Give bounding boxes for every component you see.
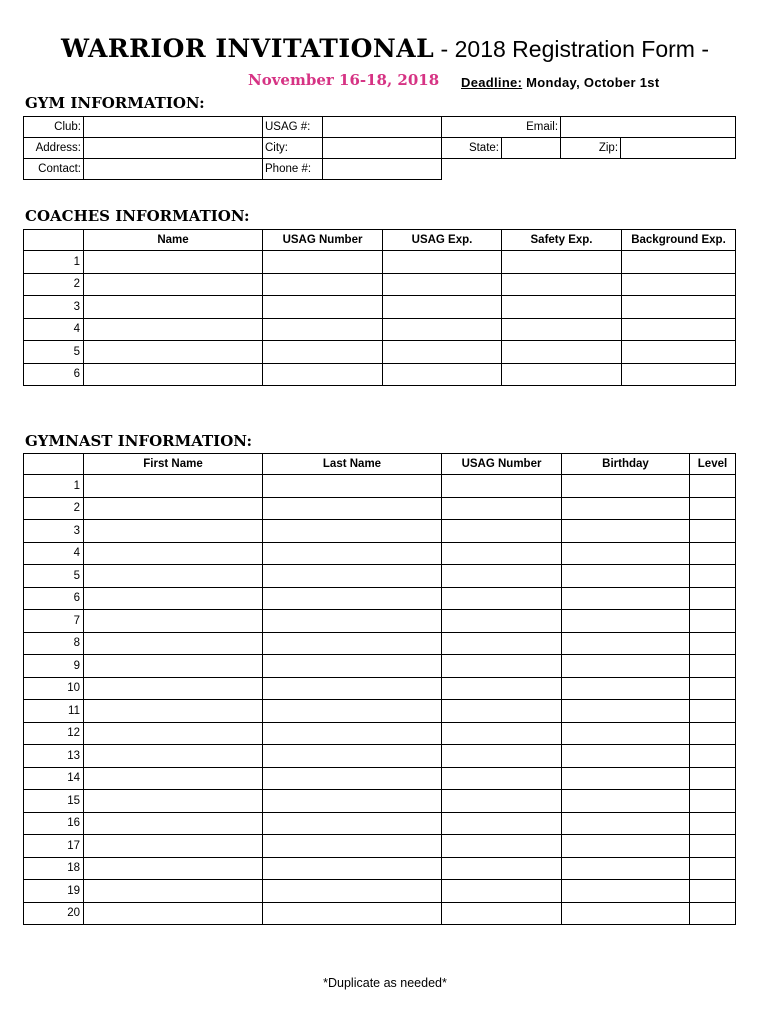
coach-entry-cell[interactable] (263, 318, 383, 341)
gymnast-entry-cell[interactable] (442, 902, 562, 925)
gymnast-entry-cell[interactable] (442, 475, 562, 498)
gymnast-entry-cell[interactable] (690, 610, 736, 633)
gymnast-row (24, 812, 736, 835)
empty-cell (442, 159, 736, 180)
row-number: 19 (24, 880, 84, 903)
gymnast-entry-cell[interactable] (263, 475, 442, 498)
gymnast-row (24, 587, 736, 610)
gymnast-entry-cell[interactable] (263, 812, 442, 835)
row-number: 6 (24, 587, 84, 610)
form-subtitle: - 2018 Registration Form - (434, 36, 709, 62)
gymnast-entry-cell[interactable] (84, 722, 263, 745)
coach-entry-cell[interactable] (502, 363, 622, 386)
gymnast-entry-cell[interactable] (442, 857, 562, 880)
gymnast-entry-cell[interactable] (442, 520, 562, 543)
coach-row (24, 341, 736, 364)
gymnast-column-header: First Name (84, 454, 263, 475)
gymnast-entry-cell[interactable] (263, 902, 442, 925)
gymnast-entry-cell[interactable] (442, 587, 562, 610)
gymnast-entry-cell[interactable] (442, 790, 562, 813)
coach-row (24, 251, 736, 274)
gymnast-entry-cell[interactable] (263, 542, 442, 565)
gymnast-entry-cell[interactable] (84, 857, 263, 880)
coaches-section-heading: COACHES INFORMATION: (25, 207, 250, 225)
gymnast-entry-cell[interactable] (84, 542, 263, 565)
gymnast-entry-cell[interactable] (263, 587, 442, 610)
gymnast-entry-cell[interactable] (562, 475, 690, 498)
gymnast-row (24, 835, 736, 858)
gymnast-column-header: Birthday (562, 454, 690, 475)
row-number: 12 (24, 722, 84, 745)
coaches-table (23, 229, 736, 386)
gymnast-entry-cell[interactable] (442, 745, 562, 768)
gymnast-entry-cell[interactable] (562, 835, 690, 858)
coach-entry-cell[interactable] (622, 296, 736, 319)
gymnast-entry-cell[interactable] (690, 632, 736, 655)
gymnast-entry-cell[interactable] (690, 722, 736, 745)
gymnast-entry-cell[interactable] (562, 880, 690, 903)
gymnast-entry-cell[interactable] (442, 632, 562, 655)
gymnast-row (24, 677, 736, 700)
gymnast-row (24, 767, 736, 790)
coach-entry-cell[interactable] (502, 318, 622, 341)
coach-column-header: Safety Exp. (502, 230, 622, 251)
gymnast-entry-cell[interactable] (84, 632, 263, 655)
row-number: 4 (24, 318, 84, 341)
coach-entry-cell[interactable] (84, 341, 263, 364)
address-label: Address: (24, 138, 84, 159)
contact-label: Contact: (24, 159, 84, 180)
coach-entry-cell[interactable] (263, 341, 383, 364)
gymnast-row (24, 857, 736, 880)
coach-entry-cell[interactable] (84, 363, 263, 386)
gymnast-entry-cell[interactable] (84, 587, 263, 610)
gymnast-entry-cell[interactable] (84, 497, 263, 520)
gym-info-table (23, 116, 736, 180)
gymnast-entry-cell[interactable] (690, 475, 736, 498)
row-number: 2 (24, 497, 84, 520)
coach-entry-cell[interactable] (622, 273, 736, 296)
gymnast-column-header: USAG Number (442, 454, 562, 475)
gymnast-entry-cell[interactable] (84, 745, 263, 768)
gymnast-entry-cell[interactable] (690, 812, 736, 835)
coach-column-header: USAG Number (263, 230, 383, 251)
gymnast-entry-cell[interactable] (690, 835, 736, 858)
gymnast-row (24, 497, 736, 520)
gymnasts-section-heading: GYMNAST INFORMATION: (25, 432, 252, 450)
coach-entry-cell[interactable] (622, 341, 736, 364)
gymnast-entry-cell[interactable] (84, 835, 263, 858)
usag-field[interactable] (323, 117, 442, 138)
gymnast-row (24, 565, 736, 588)
coach-entry-cell[interactable] (84, 296, 263, 319)
coach-entry-cell[interactable] (622, 363, 736, 386)
gymnast-entry-cell[interactable] (562, 520, 690, 543)
gymnast-entry-cell[interactable] (690, 880, 736, 903)
gymnasts-table (23, 453, 736, 925)
state-label: State: (442, 138, 502, 159)
gymnast-entry-cell[interactable] (263, 677, 442, 700)
gymnast-entry-cell[interactable] (263, 880, 442, 903)
corner-cell (24, 230, 84, 251)
gymnast-entry-cell[interactable] (562, 745, 690, 768)
gymnast-entry-cell[interactable] (562, 677, 690, 700)
row-number: 9 (24, 655, 84, 678)
gymnast-row (24, 790, 736, 813)
coach-entry-cell[interactable] (383, 273, 502, 296)
gymnast-entry-cell[interactable] (263, 655, 442, 678)
gymnast-entry-cell[interactable] (562, 565, 690, 588)
coach-entry-cell[interactable] (383, 296, 502, 319)
gymnast-entry-cell[interactable] (690, 587, 736, 610)
deadline-label: Deadline: (461, 75, 523, 90)
gymnast-row (24, 722, 736, 745)
row-number: 11 (24, 700, 84, 723)
gymnast-entry-cell[interactable] (442, 542, 562, 565)
row-number: 2 (24, 273, 84, 296)
row-number: 3 (24, 296, 84, 319)
zip-field[interactable] (621, 138, 736, 159)
gymnast-entry-cell[interactable] (562, 857, 690, 880)
gymnast-entry-cell[interactable] (84, 767, 263, 790)
gymnast-entry-cell[interactable] (562, 655, 690, 678)
gymnast-column-header: Last Name (263, 454, 442, 475)
gymnast-entry-cell[interactable] (263, 857, 442, 880)
gymnast-entry-cell[interactable] (84, 677, 263, 700)
gymnast-entry-cell[interactable] (442, 767, 562, 790)
gymnast-entry-cell[interactable] (562, 497, 690, 520)
gymnast-entry-cell[interactable] (84, 700, 263, 723)
coach-entry-cell[interactable] (263, 363, 383, 386)
coach-entry-cell[interactable] (84, 251, 263, 274)
coach-entry-cell[interactable] (383, 318, 502, 341)
row-number: 16 (24, 812, 84, 835)
coach-entry-cell[interactable] (502, 273, 622, 296)
row-number: 5 (24, 341, 84, 364)
gymnast-entry-cell[interactable] (442, 835, 562, 858)
gymnast-entry-cell[interactable] (562, 700, 690, 723)
row-number: 17 (24, 835, 84, 858)
phone-field[interactable] (323, 159, 442, 180)
row-number: 1 (24, 475, 84, 498)
email-field[interactable] (561, 117, 736, 138)
state-field[interactable] (502, 138, 561, 159)
usag-label: USAG #: (263, 117, 323, 138)
email-label: Email: (442, 117, 561, 138)
gymnast-entry-cell[interactable] (84, 565, 263, 588)
gymnast-entry-cell[interactable] (84, 790, 263, 813)
corner-cell (24, 454, 84, 475)
gymnast-row (24, 700, 736, 723)
gymnast-entry-cell[interactable] (442, 722, 562, 745)
gymnast-entry-cell[interactable] (442, 812, 562, 835)
gymnast-entry-cell[interactable] (690, 767, 736, 790)
gymnast-entry-cell[interactable] (442, 655, 562, 678)
form-title (0, 34, 770, 63)
coach-entry-cell[interactable] (263, 273, 383, 296)
gymnast-entry-cell[interactable] (690, 520, 736, 543)
gymnast-entry-cell[interactable] (263, 790, 442, 813)
gymnast-entry-cell[interactable] (690, 565, 736, 588)
gymnast-entry-cell[interactable] (263, 497, 442, 520)
coach-entry-cell[interactable] (622, 251, 736, 274)
coach-row (24, 296, 736, 319)
coach-entry-cell[interactable] (84, 318, 263, 341)
gymnast-entry-cell[interactable] (263, 835, 442, 858)
coach-entry-cell[interactable] (263, 251, 383, 274)
gymnast-row (24, 632, 736, 655)
gymnast-entry-cell[interactable] (690, 677, 736, 700)
gymnast-entry-cell[interactable] (562, 812, 690, 835)
coach-row (24, 273, 736, 296)
gymnast-row (24, 475, 736, 498)
gymnast-row (24, 880, 736, 903)
contact-field[interactable] (84, 159, 263, 180)
event-dates: November 16-18, 2018 (248, 71, 440, 89)
zip-label: Zip: (561, 138, 621, 159)
deadline-value: Monday, October 1st (522, 75, 660, 90)
coach-column-header: USAG Exp. (383, 230, 502, 251)
gymnast-entry-cell[interactable] (562, 767, 690, 790)
deadline (461, 75, 659, 90)
gymnast-entry-cell[interactable] (690, 857, 736, 880)
gymnast-entry-cell[interactable] (84, 475, 263, 498)
gymnast-row (24, 745, 736, 768)
row-number: 7 (24, 610, 84, 633)
gymnast-entry-cell[interactable] (562, 632, 690, 655)
gymnast-entry-cell[interactable] (690, 745, 736, 768)
gymnast-entry-cell[interactable] (263, 700, 442, 723)
gymnast-entry-cell[interactable] (442, 497, 562, 520)
coach-row (24, 363, 736, 386)
gymnast-entry-cell[interactable] (84, 610, 263, 633)
gymnast-entry-cell[interactable] (442, 700, 562, 723)
gymnast-entry-cell[interactable] (690, 655, 736, 678)
coach-column-header: Name (84, 230, 263, 251)
gymnast-entry-cell[interactable] (690, 902, 736, 925)
gymnast-row (24, 655, 736, 678)
row-number: 13 (24, 745, 84, 768)
gymnast-entry-cell[interactable] (690, 542, 736, 565)
coach-row (24, 318, 736, 341)
club-label: Club: (24, 117, 84, 138)
gymnast-entry-cell[interactable] (442, 880, 562, 903)
gymnast-row (24, 542, 736, 565)
coach-entry-cell[interactable] (383, 363, 502, 386)
row-number: 14 (24, 767, 84, 790)
row-number: 20 (24, 902, 84, 925)
gymnast-column-header: Level (690, 454, 736, 475)
row-number: 5 (24, 565, 84, 588)
gym-section-heading: GYM INFORMATION: (25, 94, 205, 112)
gymnast-entry-cell[interactable] (84, 655, 263, 678)
row-number: 10 (24, 677, 84, 700)
coach-entry-cell[interactable] (622, 318, 736, 341)
row-number: 15 (24, 790, 84, 813)
row-number: 18 (24, 857, 84, 880)
gymnast-entry-cell[interactable] (562, 902, 690, 925)
coach-entry-cell[interactable] (84, 273, 263, 296)
address-field[interactable] (84, 138, 263, 159)
gymnast-entry-cell[interactable] (263, 610, 442, 633)
gymnast-entry-cell[interactable] (442, 610, 562, 633)
gymnast-entry-cell[interactable] (84, 812, 263, 835)
gymnast-entry-cell[interactable] (263, 722, 442, 745)
phone-label: Phone #: (263, 159, 323, 180)
gymnast-entry-cell[interactable] (562, 790, 690, 813)
coach-entry-cell[interactable] (383, 341, 502, 364)
coach-entry-cell[interactable] (502, 296, 622, 319)
gymnast-entry-cell[interactable] (562, 587, 690, 610)
gymnast-entry-cell[interactable] (263, 565, 442, 588)
gymnast-row (24, 610, 736, 633)
gymnast-entry-cell[interactable] (263, 745, 442, 768)
coach-entry-cell[interactable] (502, 251, 622, 274)
gymnast-entry-cell[interactable] (562, 542, 690, 565)
coach-entry-cell[interactable] (502, 341, 622, 364)
gymnast-entry-cell[interactable] (562, 610, 690, 633)
gymnast-entry-cell[interactable] (690, 497, 736, 520)
gymnast-entry-cell[interactable] (562, 722, 690, 745)
row-number: 4 (24, 542, 84, 565)
row-number: 3 (24, 520, 84, 543)
gymnast-entry-cell[interactable] (442, 565, 562, 588)
gymnast-entry-cell[interactable] (442, 677, 562, 700)
city-label: City: (263, 138, 323, 159)
coach-column-header: Background Exp. (622, 230, 736, 251)
row-number: 8 (24, 632, 84, 655)
footer-note: *Duplicate as needed* (323, 976, 447, 990)
row-number: 1 (24, 251, 84, 274)
gymnast-entry-cell[interactable] (263, 767, 442, 790)
coach-entry-cell[interactable] (263, 296, 383, 319)
event-name: WARRIOR INVITATIONAL (60, 34, 435, 63)
gymnast-entry-cell[interactable] (84, 902, 263, 925)
gymnast-entry-cell[interactable] (690, 790, 736, 813)
club-field[interactable] (84, 117, 263, 138)
gymnast-entry-cell[interactable] (263, 520, 442, 543)
gymnast-row (24, 520, 736, 543)
coach-entry-cell[interactable] (383, 251, 502, 274)
gymnast-entry-cell[interactable] (84, 880, 263, 903)
gymnast-entry-cell[interactable] (690, 700, 736, 723)
gymnast-row (24, 902, 736, 925)
city-field[interactable] (323, 138, 442, 159)
gymnast-entry-cell[interactable] (263, 632, 442, 655)
gymnast-entry-cell[interactable] (84, 520, 263, 543)
row-number: 6 (24, 363, 84, 386)
